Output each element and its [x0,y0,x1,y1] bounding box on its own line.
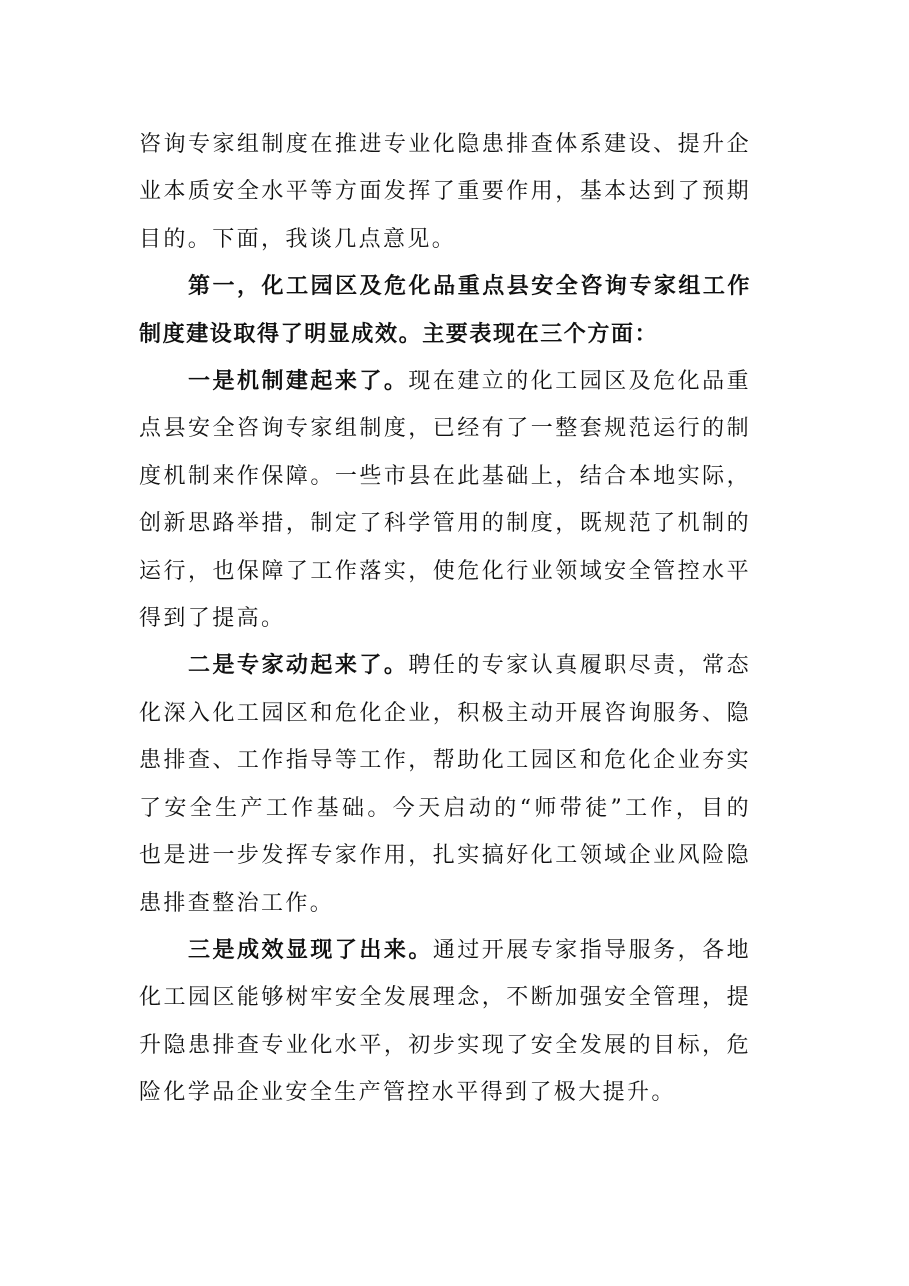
paragraph-lead: 三是成效显现了出来。 [188,936,433,963]
paragraph-text: 通过开展专家指导服务，各地化工园区能够树牢安全发展理念，不断加强安全管理，提升隐患排查专业化水平，初步实现了安全发展的目标，危险化学品企业安全生产管控水平得到了极大提升。 [139,937,751,1106]
paragraph-text: 聘任的专家认真履职尽责，常态化深入化工园区和危化企业，积极主动开展咨询服务、隐患排查、工作指导等工作，帮助化工园区和危化企业夯实了安全生产工作基础。今天启动的“师带徒”工作，目的也是进一步发挥专家作用，扎实搞好化工领域企业风险隐患排查整治工作。 [139,653,751,916]
paragraph-aspect-1 [139,358,751,642]
paragraph-aspect-3 [139,927,751,1117]
paragraph-intro [139,121,751,263]
paragraph-text: 现在建立的化工园区及危化品重点县安全咨询专家组制度，已经有了一整套规范运行的制度机制来作保障。一些市县在此基础上，结合本地实际，创新思路举措，制定了科学管用的制度，既规范了机制的运行，也保障了工作落实，使危化行业领域安全管控水平得到了提高。 [139,369,751,632]
paragraph-aspect-2 [139,642,751,926]
paragraph-text: 咨询专家组制度在推进专业化隐患排查体系建设、提升企业本质安全水平等方面发挥了重要作用，基本达到了预期目的。下面，我谈几点意见。 [139,132,751,252]
document-body [139,121,751,1117]
section-heading-first [139,263,751,358]
heading-text: 第一，化工园区及危化品重点县安全咨询专家组工作制度建设取得了明显成效。主要表现在三个方面： [139,274,751,347]
paragraph-lead: 一是机制建起来了。 [188,368,409,395]
paragraph-lead: 二是专家动起来了。 [188,652,409,679]
